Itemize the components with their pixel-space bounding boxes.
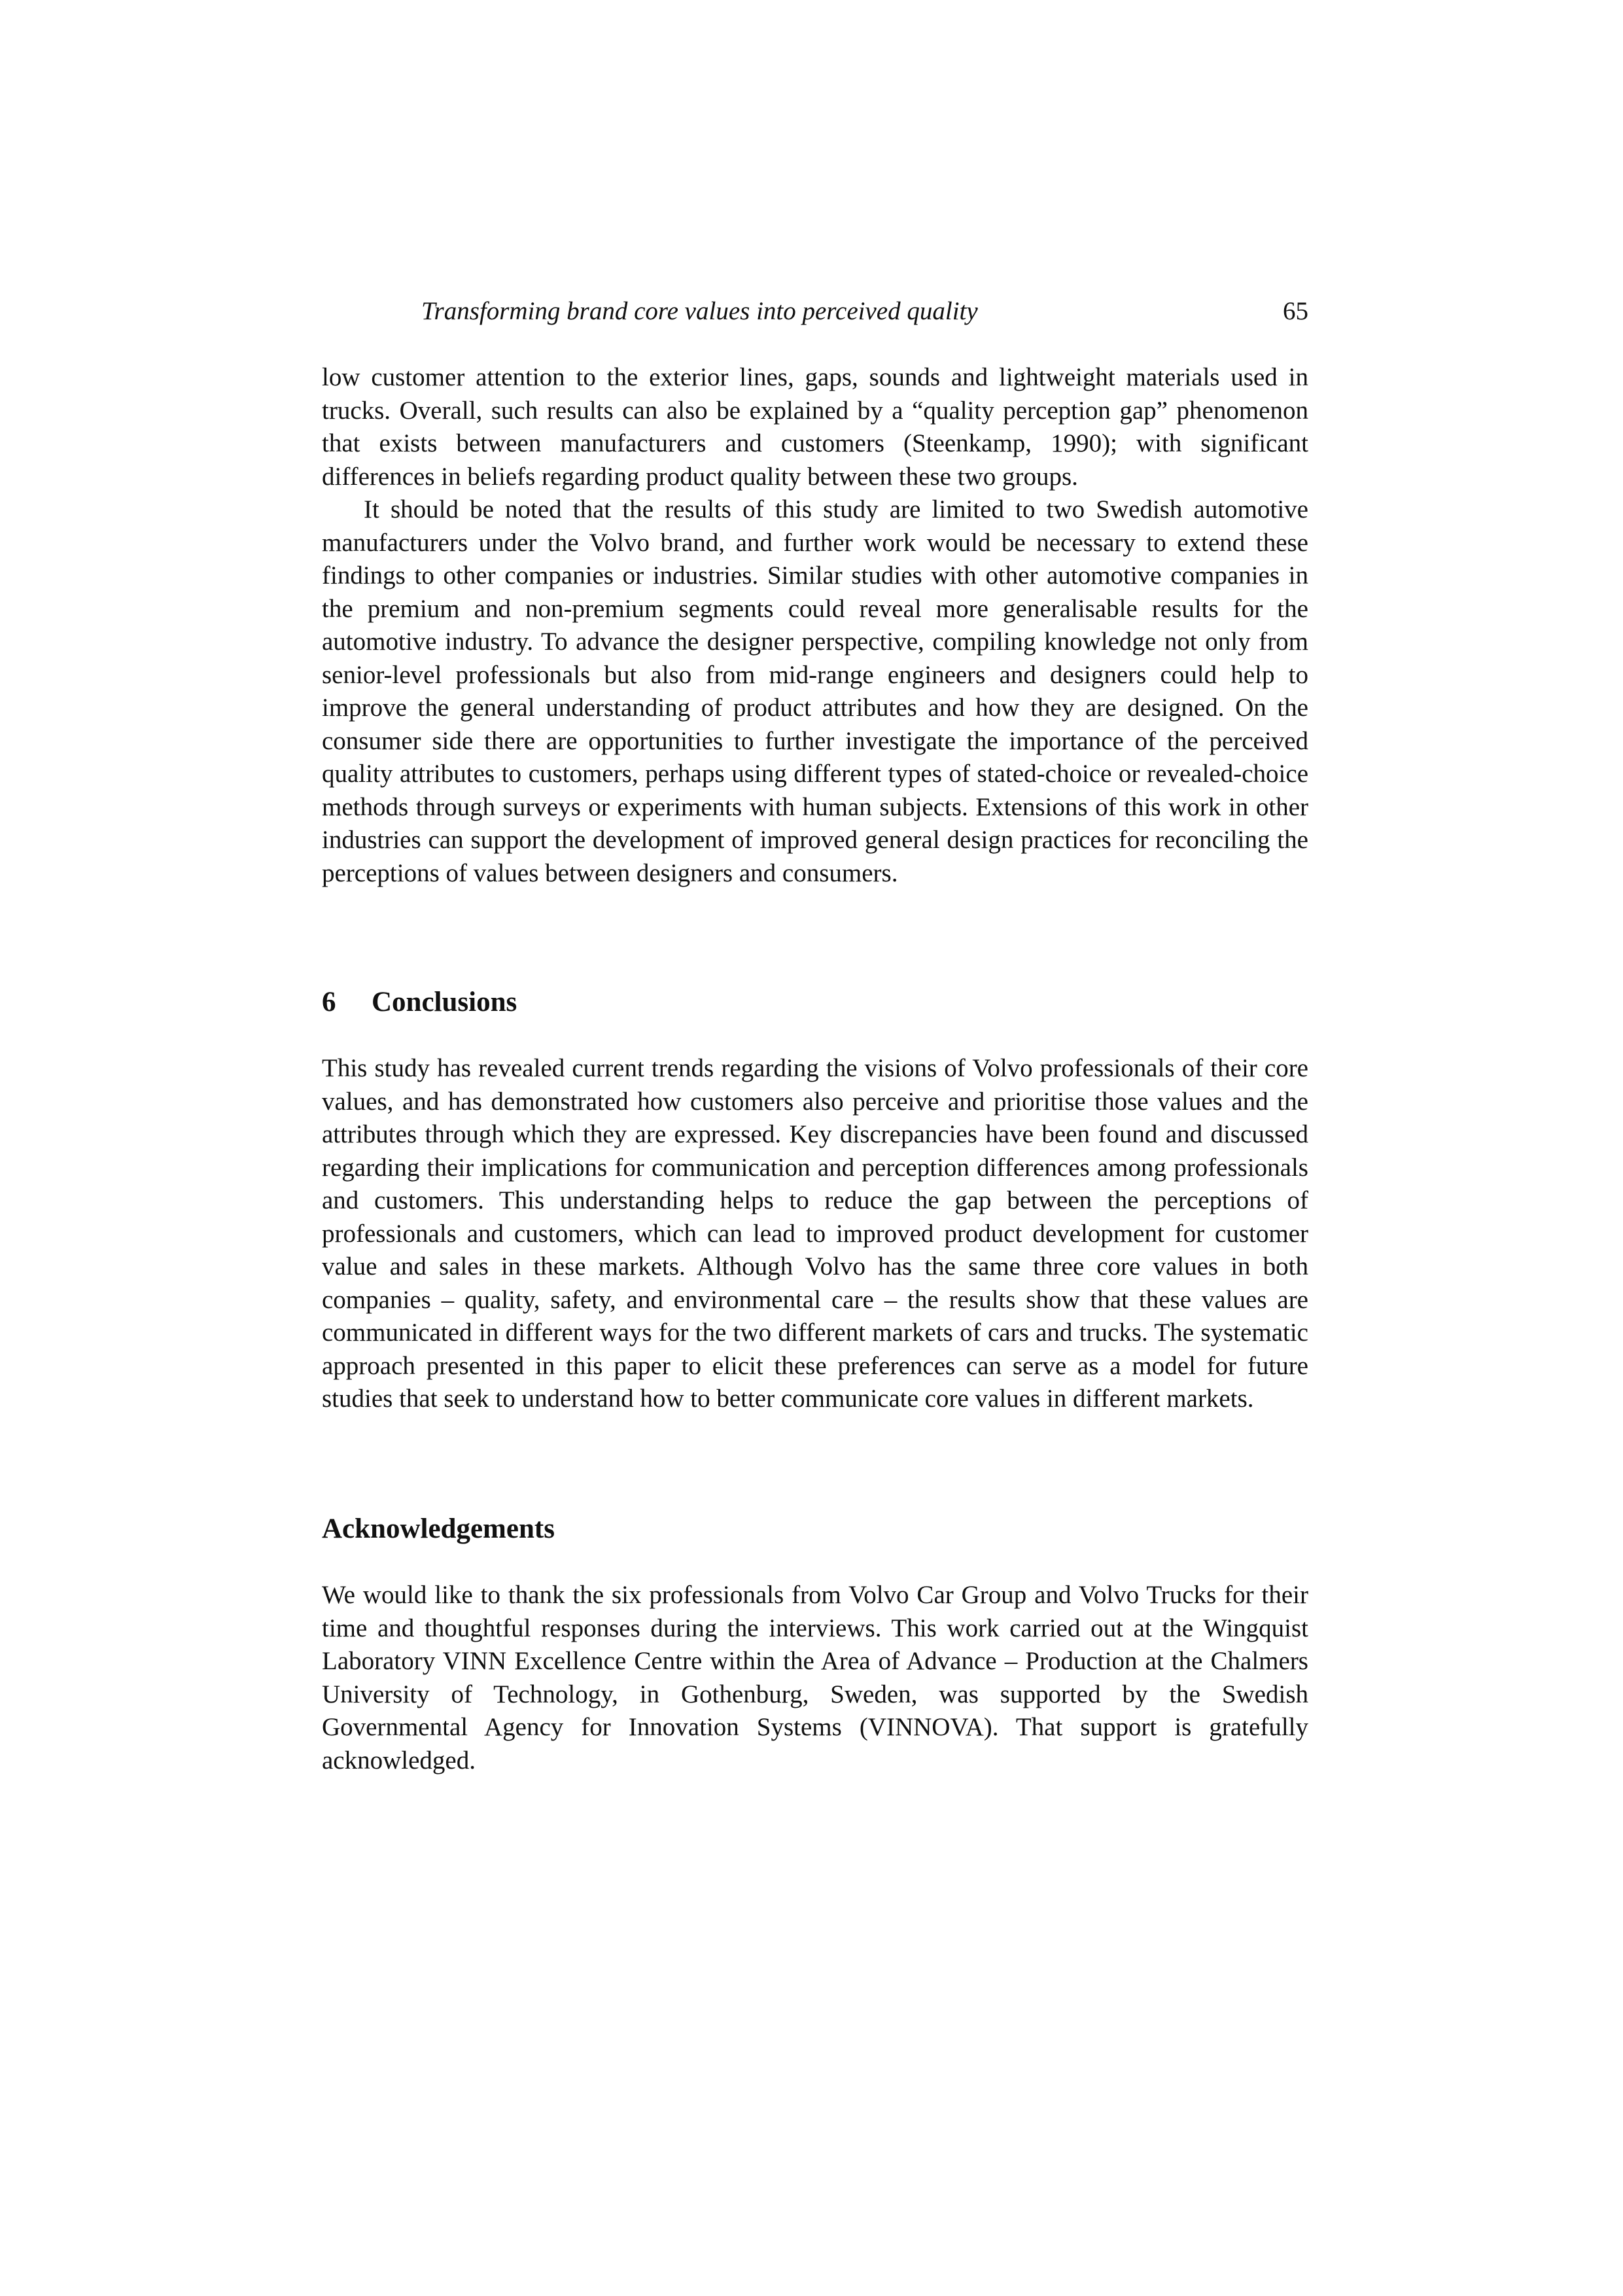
body-paragraph: It should be noted that the results of this study are limited to two Swedish automotive manufacturers under the Volvo brand, and further work would be necessary to extend these findings to other companies or industries. Similar studies with other automotive companies in the premium and non-premium segments could reveal more generalisable results for the automotive industry. To advance the designer perspective, compiling knowledge not only from senior-level professionals but also from mid-range engineers and designers could help to improve the general understanding of product attributes and how they are designed. On the consumer side there are opportunities to further investigate the importance of the perceived quality attributes to customers, perhaps using different types of stated-choice or revealed-choice methods through surveys or experiments with human subjects. Extensions of this work in other industries can support the development of improved general design practices for reconciling the perceptions of values between designers and consumers. bbox=[322, 495, 1308, 887]
running-header bbox=[322, 293, 1308, 330]
page-number: 65 bbox=[1283, 297, 1308, 325]
conclusions-paragraph: This study has revealed current trends regarding the visions of Volvo professionals of their core values, and has demonstrated how customers also perceive and prioritise those values and the attributes through which they are expressed. Key discrepancies have been found and discussed regarding their implications for communication and perception differences among professionals and customers. This understanding helps to reduce the gap between the perceptions of professionals and customers, which can lead to improved product development for customer value and sales in these markets. Although Volvo has the same three core values in both companies – quality, safety, and environmental care – the results show that these values are communicated in different ways for the two different markets of cars and trucks. The systematic approach presented in this paper to elicit these preferences can serve as a model for future studies that seek to understand how to better communicate core values in different markets. bbox=[322, 1054, 1308, 1413]
section-title: Conclusions bbox=[372, 987, 517, 1017]
body-paragraph: low customer attention to the exterior lines, gaps, sounds and lightweight materials used in trucks. Overall, such results can also be explained by a “quality perception gap” phenomenon that exists between manufacturers and customers (Steenkamp, 1990); with significant differences in beliefs regarding product quality between these two groups. bbox=[322, 363, 1308, 491]
section-number: 6 bbox=[322, 987, 336, 1017]
running-title: Transforming brand core values into perceived quality bbox=[421, 297, 978, 325]
section-heading-conclusions bbox=[322, 984, 1308, 1021]
acknowledgements-heading: Acknowledgements bbox=[322, 1513, 555, 1544]
acknowledgements-paragraph: We would like to thank the six professionals from Volvo Car Group and Volvo Trucks for their time and thoughtful responses during the interviews. This work carried out at the Wingquist Laboratory VINN Excellence Centre within the Area of Advance – Production at the Chalmers University of Technology, in Gothenburg, Sweden, was supported by the Swedish Governmental Agency for Innovation Systems (VINNOVA). That support is gratefully acknowledged. bbox=[322, 1581, 1308, 1775]
